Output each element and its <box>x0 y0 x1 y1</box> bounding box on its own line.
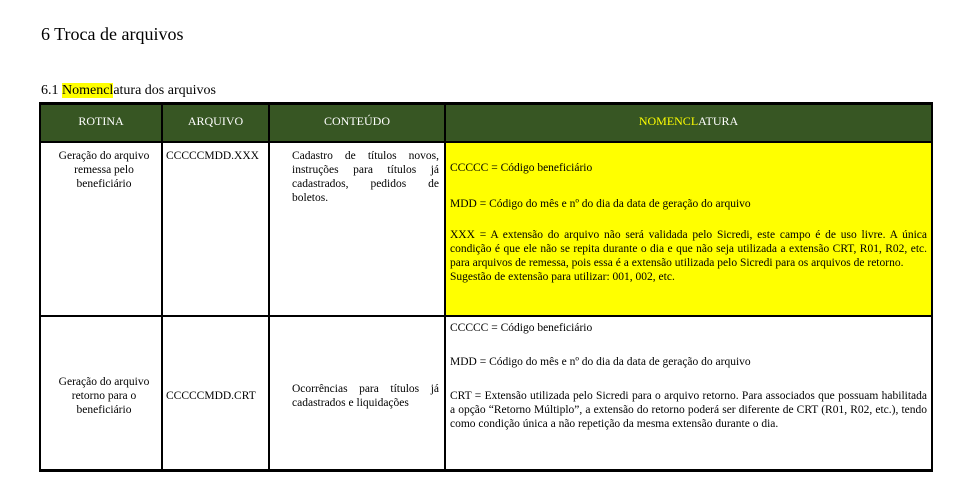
nomenclatura-line: Sugestão de extensão para utilizar: 001, 002, etc. <box>450 270 675 283</box>
cell-conteudo: Cadastro de títulos novos, instruções para títulos já cadastrados, pedidos de boletos. <box>269 142 445 316</box>
cell-conteudo: Ocorrências para títulos já cadastrados e liquidações <box>269 316 445 471</box>
header-arquivo: ARQUIVO <box>162 104 269 142</box>
nomenclatura-line: CCCCC = Código beneficiário <box>450 321 593 334</box>
rotina-line: remessa pelo <box>74 163 134 176</box>
nomenclatura-line: CCCCC = Código beneficiário <box>450 161 593 174</box>
subsection-rest: atura dos arquivos <box>113 83 216 98</box>
cell-nomenclatura <box>445 316 932 471</box>
nomenclatura-line: MDD = Código do mês e nº do dia da data de geração do arquivo <box>450 197 751 210</box>
table-row <box>40 142 932 316</box>
nomenclatura-line: CRT = Extensão utilizada pelo Sicredi para o arquivo retorno. Para associados que possuam habilitada a opção “Retorno Múltiplo”, a extensão do retorno poderá ser diferente de CRT (R01, R02, etc.), tendo como condição única a não repetição da mesma extensão durante o dia. <box>450 389 927 430</box>
subsection-heading <box>41 83 216 99</box>
rotina-line: retorno para o <box>71 389 137 402</box>
header-nomenclatura-highlight: NOMENCL <box>638 114 699 128</box>
cell-rotina <box>40 316 162 471</box>
table-header-row <box>40 104 932 142</box>
header-rotina: ROTINA <box>40 104 162 142</box>
cell-nomenclatura <box>445 142 932 316</box>
cell-rotina <box>40 142 162 316</box>
rotina-line: Geração do arquivo <box>58 149 150 162</box>
cell-arquivo: CCCCCMDD.XXX <box>162 142 269 316</box>
header-nomenclatura <box>445 104 932 142</box>
file-naming-table <box>39 102 933 472</box>
subsection-highlight: Nomencl <box>62 83 114 98</box>
header-conteudo: CONTEÚDO <box>269 104 445 142</box>
nomenclatura-line: MDD = Código do mês e nº do dia da data de geração do arquivo <box>450 355 751 368</box>
rotina-line: Geração do arquivo <box>58 375 150 388</box>
rotina-line: beneficiário <box>76 403 132 416</box>
cell-arquivo: CCCCCMDD.CRT <box>162 316 269 471</box>
nomenclatura-line: XXX = A extensão do arquivo não será validada pelo Sicredi, este campo é de uso livre. A única condição é que ele não se repita durante o dia e que não seja utilizada a extensão CRT, R01, R02, etc. para arquivos de remessa, pois essa é a extensão utilizada pelo Sicredi para os arquivos de retorno. <box>450 228 927 269</box>
header-nomenclatura-rest: ATURA <box>698 114 739 128</box>
section-heading: 6 Troca de arquivos <box>41 24 184 44</box>
subsection-number: 6.1 <box>41 83 59 98</box>
table-row <box>40 316 932 471</box>
rotina-line: beneficiário <box>76 177 132 190</box>
